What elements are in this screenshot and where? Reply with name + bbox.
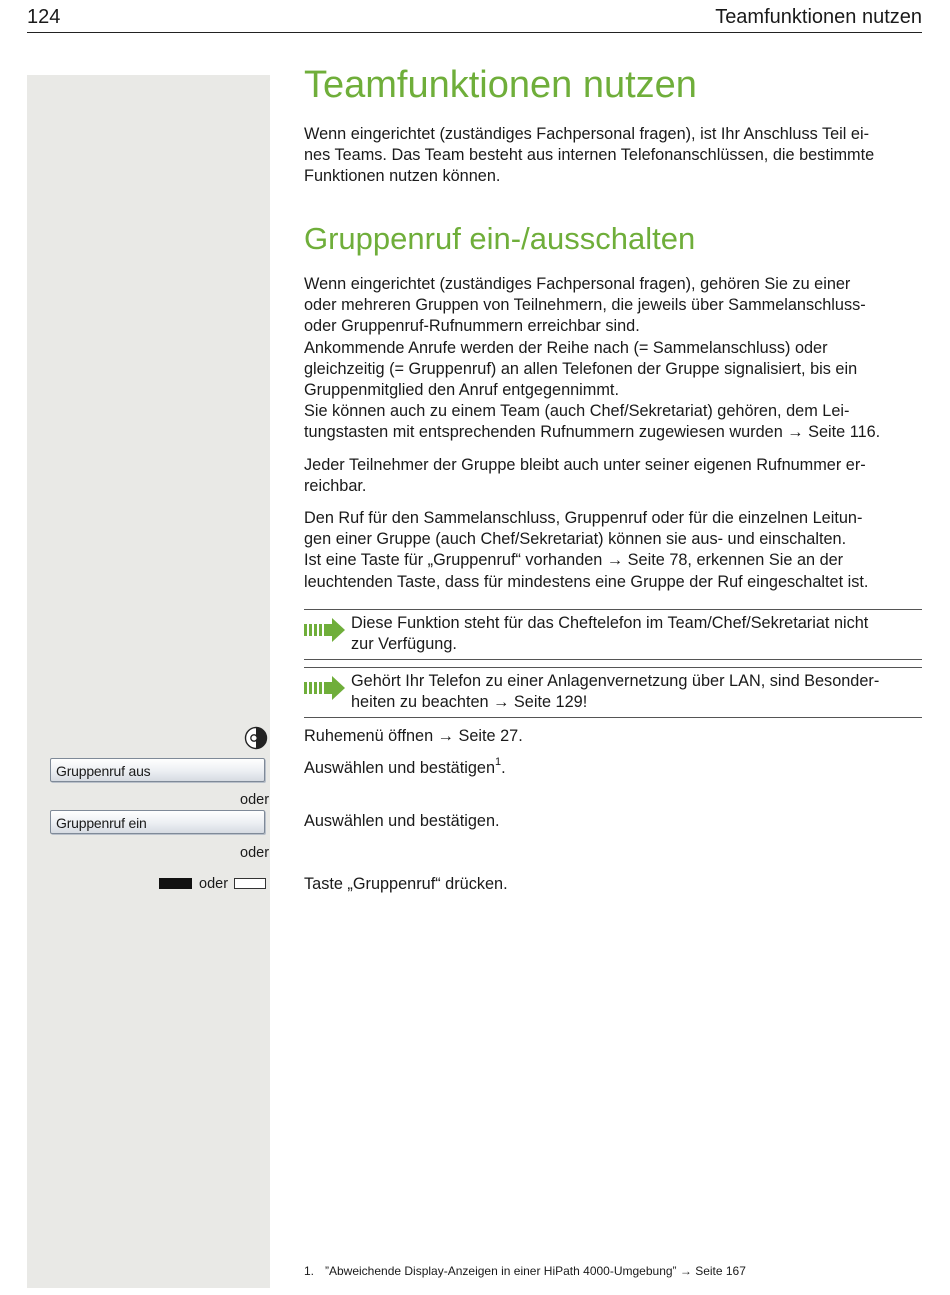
page-title: Teamfunktionen nutzen	[304, 64, 697, 106]
paragraph-switch	[304, 508, 924, 593]
para-line: reichbar.	[304, 477, 367, 496]
section-title: Gruppenruf ein-/ausschalten	[304, 221, 696, 256]
step-select-confirm: Auswählen und bestätigen.	[304, 812, 500, 830]
para-line: Ist eine Taste für „Gruppenruf“ vorhanden → Seite 78, erkennen Sie an der	[304, 551, 844, 570]
note-line: zur Verfügung.	[351, 635, 457, 654]
para-line: gen einer Gruppe (auch Chef/Sekretariat) können sie aus- und einschalten.	[304, 530, 847, 549]
paragraph-reachable	[304, 455, 924, 497]
para-line: oder Gruppenruf-Rufnummern erreichbar sind.	[304, 317, 640, 336]
step-text-end: .	[501, 759, 506, 777]
note-rule-bottom	[304, 717, 922, 718]
para-line: Ankommende Anrufe werden der Reihe nach (= Sammelanschluss) oder	[304, 338, 828, 357]
footnote-number: 1.	[304, 1264, 315, 1278]
footnote	[304, 1264, 746, 1278]
para-line: tungstasten mit entsprechenden Rufnummern zugewiesen wurden → Seite 116.	[304, 423, 881, 442]
page-number: 124	[27, 6, 61, 28]
intro-line: nes Teams. Das Team besteht aus internen Telefonanschlüssen, die bestimmte	[304, 146, 875, 165]
or-label: oder	[199, 876, 229, 892]
note-line: Gehört Ihr Telefon zu einer Anlagenvernetzung über LAN, sind Besonder-	[351, 672, 880, 690]
para-line: gleichzeitig (= Gruppenruf) an allen Telefonen der Gruppe signalisiert, bis ein	[304, 359, 858, 378]
para-line: Sie können auch zu einem Team (auch Chef/Sekretariat) gehören, dem Lei-	[304, 402, 850, 421]
step-press-key: Taste „Gruppenruf“ drücken.	[304, 875, 508, 893]
intro-line: Funktionen nutzen können.	[304, 167, 501, 186]
para-line: leuchtenden Taste, dass für mindestens eine Gruppe der Ruf eingeschaltet ist.	[304, 572, 869, 591]
menu-item-gruppenruf-ein[interactable]: Gruppenruf ein	[50, 810, 265, 834]
intro-paragraph	[304, 124, 924, 188]
green-arrow-icon	[304, 674, 346, 702]
intro-line: Wenn eingerichtet (zuständiges Fachpersonal fragen), ist Ihr Anschluss Teil ei-	[304, 125, 870, 143]
running-title: Teamfunktionen nutzen	[715, 6, 922, 28]
note-rule-top	[304, 667, 922, 668]
para-line: oder mehreren Gruppen von Teilnehmern, die jeweils über Sammelanschluss-	[304, 296, 866, 315]
key-unlit-icon[interactable]	[234, 878, 266, 889]
step-text: Auswählen und bestätigen	[304, 759, 495, 777]
note-line: Diese Funktion steht für das Cheftelefon im Team/Chef/Sekretariat nicht	[351, 614, 869, 632]
footnote-reference[interactable]: 1	[495, 756, 502, 768]
para-line: Den Ruf für den Sammelanschluss, Gruppenruf oder für die einzelnen Leitun-	[304, 509, 863, 527]
step-open-menu: Ruhemenü öffnen → Seite 27.	[304, 727, 523, 745]
menu-item-gruppenruf-aus[interactable]: Gruppenruf aus	[50, 758, 265, 782]
para-line: Jeder Teilnehmer der Gruppe bleibt auch unter seiner eigenen Rufnummer er-	[304, 456, 866, 474]
dial-key-icon[interactable]	[244, 726, 268, 750]
note-rule-top	[304, 609, 922, 610]
note-rule-bottom	[304, 659, 922, 660]
para-line: Wenn eingerichtet (zuständiges Fachpersonal fragen), gehören Sie zu einer	[304, 275, 851, 293]
or-label: oder	[240, 845, 270, 861]
para-line: Gruppenmitglied den Anruf entgegennimmt.	[304, 381, 619, 400]
note-line: heiten zu beachten → Seite 129!	[351, 693, 588, 712]
paragraph-groups	[304, 274, 924, 444]
note-text	[351, 613, 926, 655]
sidebar-panel	[27, 75, 270, 1288]
key-lit-icon[interactable]	[159, 878, 192, 889]
or-label: oder	[240, 792, 270, 808]
note-text	[351, 671, 926, 713]
green-arrow-icon	[304, 616, 346, 644]
header-rule	[27, 32, 922, 33]
step-select-confirm	[304, 756, 506, 778]
footnote-text: ”Abweichende Display-Anzeigen in einer HiPath 4000-Umgebung” → Seite 167	[325, 1264, 746, 1278]
